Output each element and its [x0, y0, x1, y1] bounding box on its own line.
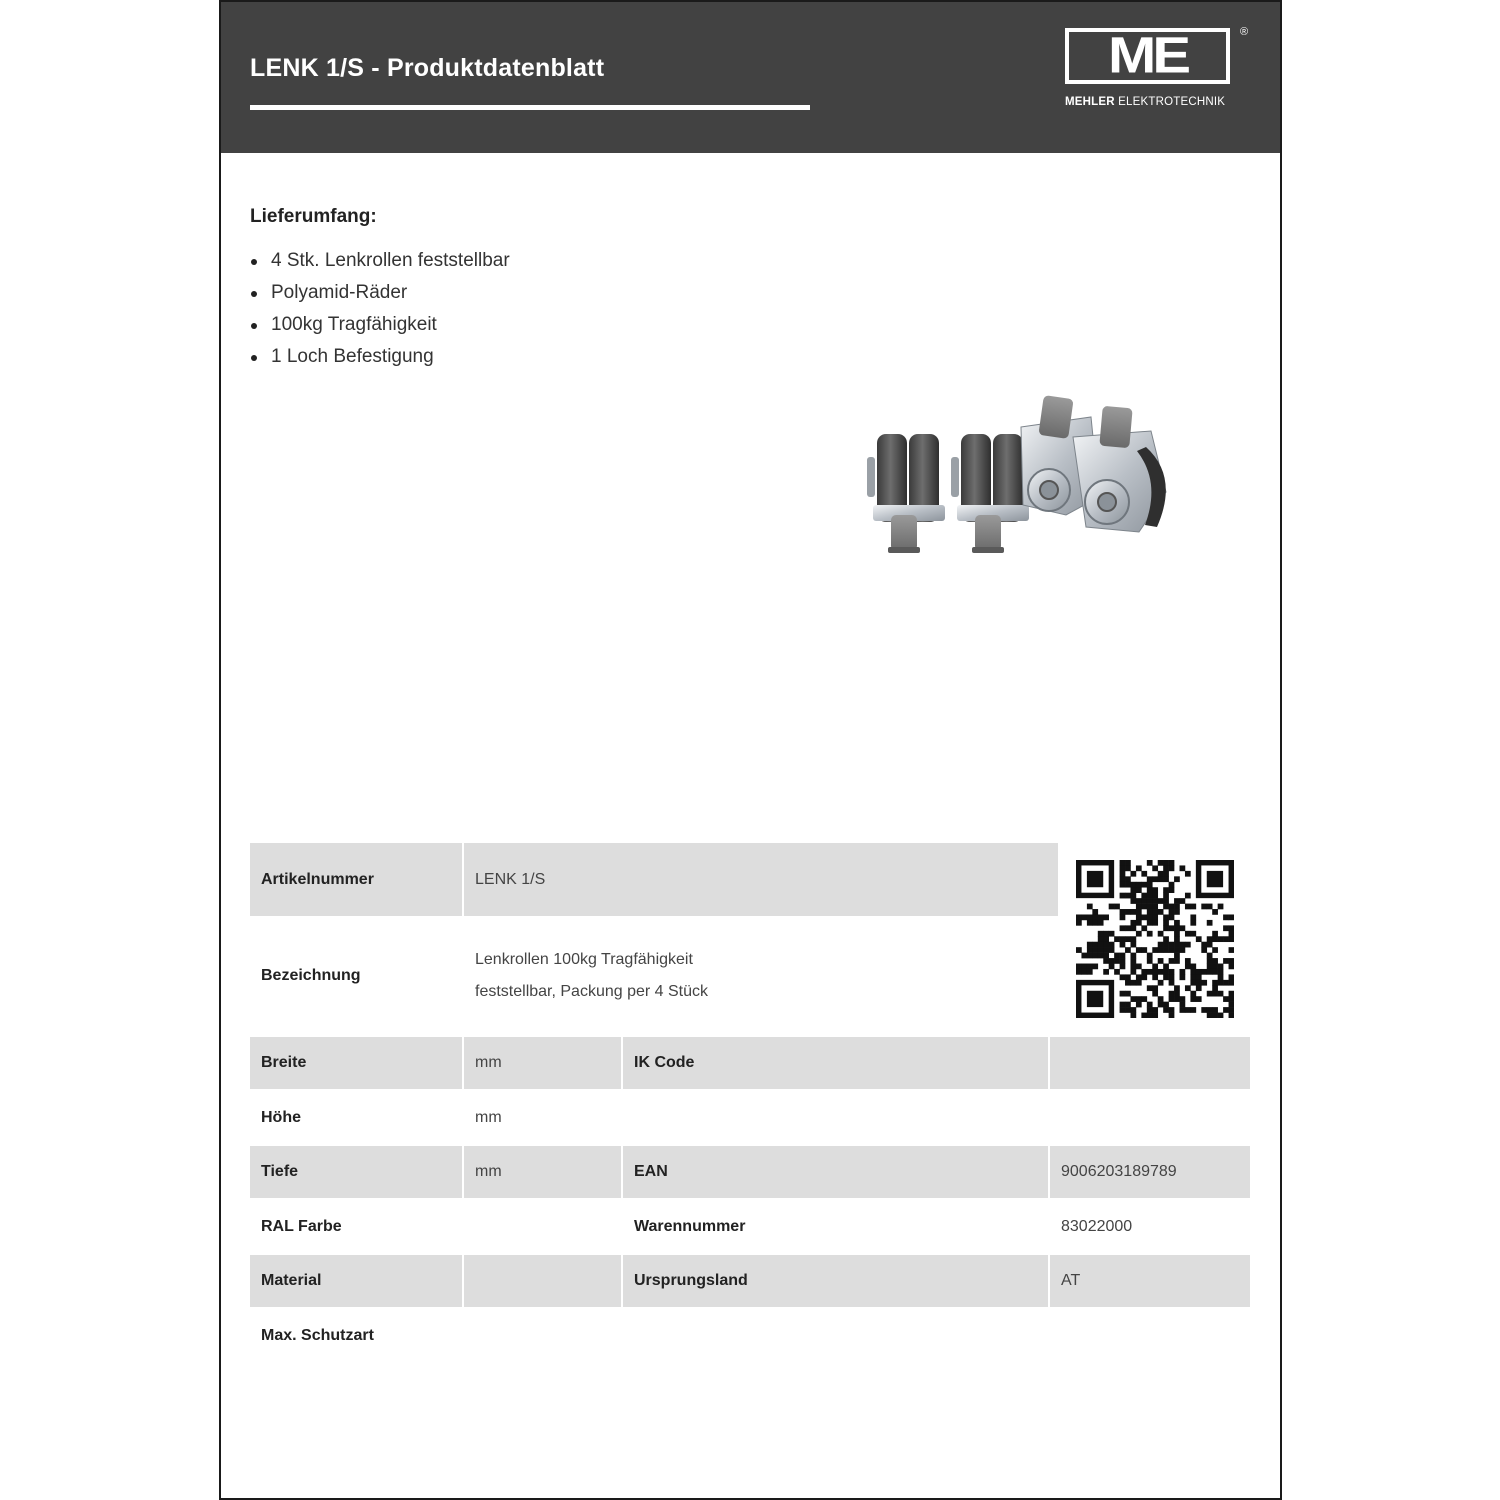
schutzart-value: [464, 1309, 621, 1362]
breite-label: Breite: [250, 1037, 462, 1089]
spec-row-material: [250, 1255, 1250, 1307]
scope-item: Polyamid-Räder: [250, 277, 510, 309]
scope-list: [250, 245, 510, 373]
tiefe-label: Tiefe: [250, 1146, 462, 1198]
logo-subtitle: [1065, 96, 1225, 108]
spec-row-hoehe: [250, 1091, 1250, 1144]
artikelnummer-label: Artikelnummer: [250, 843, 462, 916]
qr-code: [1076, 860, 1234, 1018]
spec-row-schutzart: [250, 1309, 1250, 1362]
spec-row-tiefe: [250, 1146, 1250, 1198]
ik-code-label: IK Code: [623, 1037, 1048, 1089]
ral-value: [464, 1200, 621, 1253]
ean-value: 9006203189789: [1050, 1146, 1250, 1198]
spec-row-artikelnummer: [250, 843, 1058, 916]
ik-code-value: [1050, 1037, 1250, 1089]
scope-item: 100kg Tragfähigkeit: [250, 309, 510, 341]
registered-mark: ®: [1240, 26, 1249, 38]
hoehe-unit: mm: [475, 1108, 502, 1126]
header-bar: [221, 2, 1280, 153]
warennummer-label: Warennummer: [634, 1217, 746, 1235]
scope-item: 4 Stk. Lenkrollen feststellbar: [250, 245, 510, 277]
bezeichnung-line: feststellbar, Packung per 4 Stück: [475, 983, 709, 1000]
logo-box: [1065, 28, 1230, 84]
material-label: Material: [250, 1255, 462, 1307]
ean-label: EAN: [623, 1146, 1048, 1198]
logo-division: ELEKTROTECHNIK: [1118, 96, 1226, 108]
ursprungsland-value: AT: [1050, 1255, 1250, 1307]
spec-row-bezeichnung: [250, 917, 1058, 1035]
schutzart-label: Max. Schutzart: [261, 1326, 374, 1344]
ral-label: RAL Farbe: [261, 1217, 342, 1235]
material-value: [464, 1255, 621, 1307]
tiefe-unit: mm: [464, 1146, 621, 1198]
breite-unit: mm: [464, 1037, 621, 1089]
bezeichnung-value: [464, 917, 1058, 1035]
caster-wheels-image: [861, 387, 1186, 562]
scope-heading: Lieferumfang:: [250, 206, 377, 227]
spec-row-ral: [250, 1200, 1250, 1253]
logo-brand: MEHLER: [1065, 96, 1115, 108]
ursprungsland-label: Ursprungsland: [623, 1255, 1048, 1307]
hoehe-label: Höhe: [261, 1108, 301, 1126]
page-title: LENK 1/S - Produktdatenblatt: [250, 54, 605, 82]
mehler-logo: [1065, 28, 1255, 114]
bezeichnung-label: Bezeichnung: [261, 967, 361, 984]
warennummer-value: 83022000: [1061, 1217, 1133, 1235]
title-underline: [250, 105, 810, 110]
scope-item: 1 Loch Befestigung: [250, 341, 510, 373]
spec-row-breite: [250, 1037, 1250, 1089]
artikelnummer-value: LENK 1/S: [464, 843, 1058, 916]
bezeichnung-line: Lenkrollen 100kg Tragfähigkeit: [475, 951, 693, 968]
logo-letters: ME: [1108, 26, 1187, 85]
datasheet-page: [219, 0, 1282, 1500]
